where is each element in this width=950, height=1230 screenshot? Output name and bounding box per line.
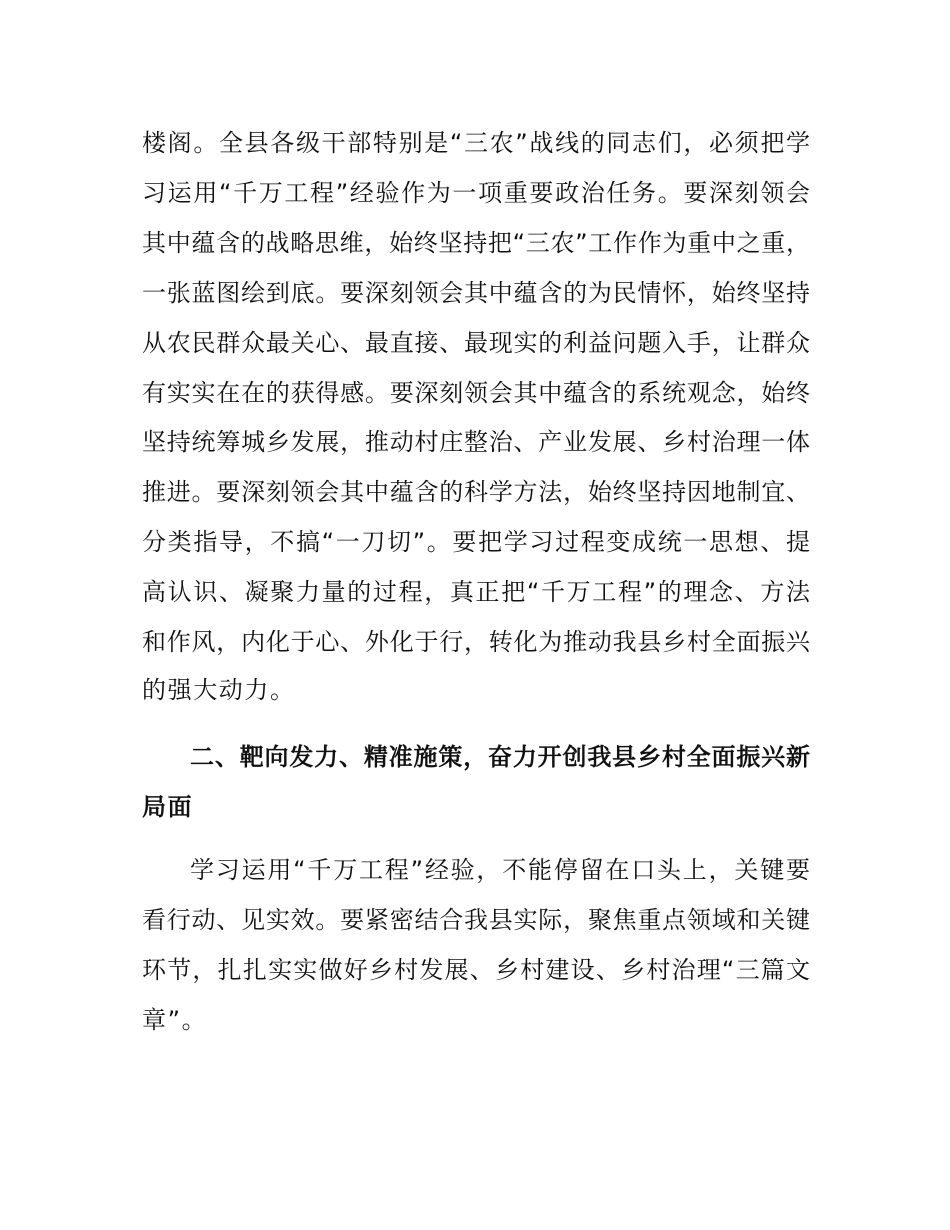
text-line: 楼阁。全县各级干部特别是“三农”战线的同志们，必须把学 — [142, 129, 810, 157]
text-line: 学习运用“千万工程”经验，不能停留在口头上，关键要 — [190, 856, 810, 884]
text-line: 坚持统筹城乡发展，推动村庄整治、产业发展、乡村治理一体 — [142, 428, 810, 456]
text-line: 从农民群众最关心、最直接、最现实的利益问题入手，让群众 — [142, 329, 810, 357]
text-line: 高认识、凝聚力量的过程，真正把“千万工程”的理念、方法 — [142, 578, 810, 606]
text-line: 分类指导，不搞“一刀切”。要把学习过程变成统一思想、提 — [142, 528, 810, 556]
text-line: 有实实在在的获得感。要深刻领会其中蕴含的系统观念，始终 — [142, 379, 810, 407]
text-line: 看行动、见实效。要紧密结合我县实际，聚焦重点领域和关键 — [142, 906, 810, 934]
text-line: 和作风，内化于心、外化于行，转化为推动我县乡村全面振兴 — [142, 628, 810, 656]
text-line: 的强大动力。 — [142, 676, 296, 704]
text-line: 习运用“千万工程”经验作为一项重要政治任务。要深刻领会 — [142, 179, 810, 207]
text-line: 章”。 — [142, 1006, 208, 1034]
text-line: 推进。要深刻领会其中蕴含的科学方法，始终坚持因地制宜、 — [142, 478, 810, 506]
text-line: 其中蕴含的战略思维，始终坚持把“三农”工作作为重中之重， — [142, 229, 810, 257]
text-line: 环节，扎扎实实做好乡村发展、乡村建设、乡村治理“三篇文 — [142, 956, 810, 984]
heading-line: 二、靶向发力、精准施策，奋力开创我县乡村全面振兴新 — [190, 743, 810, 771]
heading-line: 局面 — [142, 793, 194, 821]
text-line: 一张蓝图绘到底。要深刻领会其中蕴含的为民情怀，始终坚持 — [142, 279, 810, 307]
